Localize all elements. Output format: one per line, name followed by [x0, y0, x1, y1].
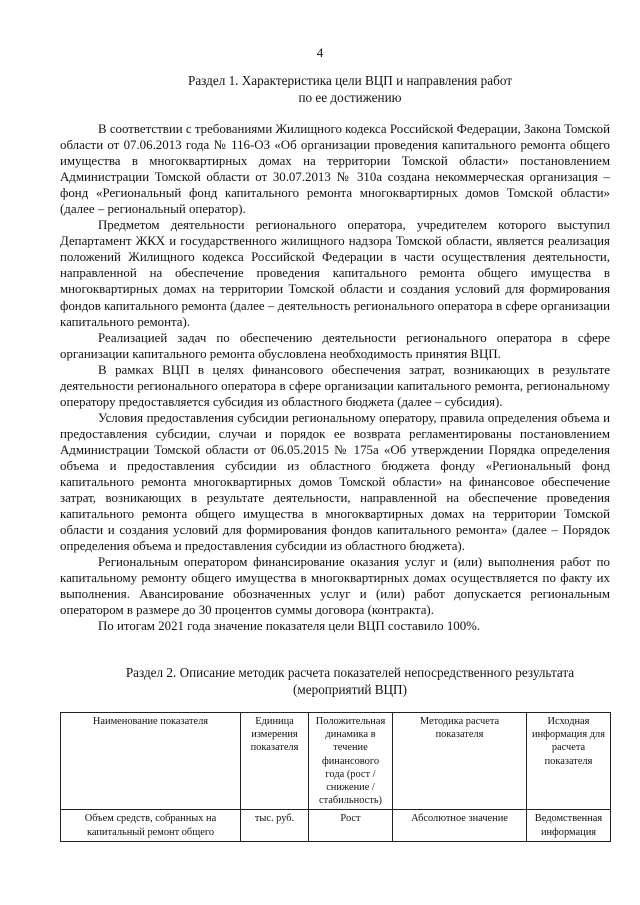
section-1-heading	[60, 72, 640, 106]
paragraph: По итогам 2021 года значение показателя цели ВЦП составило 100%.	[98, 619, 481, 634]
cell-method: Абсолютное значение	[393, 810, 527, 841]
cell-indicator-name: Объем средств, собранных на капитальный ремонт общего	[61, 810, 241, 841]
section-2-heading	[60, 664, 640, 698]
paragraph: Региональным оператором финансирование оказания услуг и (или) выполнения работ по капитальному ремонту общего имущества в многоквартирных домах осуществляется по факту их выполнения. Авансирование обозначенных услуг и (или) работ допускается региональным оператором в размере до 30 процентов суммы договора (контракта).	[60, 555, 610, 618]
paragraph: В соответствии с требованиями Жилищного кодекса Российской Федерации, Закона Томской области от 07.06.2013 года № 116-ОЗ «Об организации проведения капитального ремонта общего имущества в многоквартирных домах на территории Томской области» постановлением Администрации Томской области от 30.07.2013 № 310а создана некоммерческая организация – фонд «Региональный фонд капитального ремонта многоквартирных домов Томской области» (далее – региональный оператор).	[60, 122, 610, 217]
cell-dynamics: Рост	[309, 810, 393, 841]
indicators-table	[60, 712, 611, 842]
section-2-title-line-2: (мероприятий ВЦП)	[293, 682, 407, 697]
header-unit: Единица измерения показателя	[241, 713, 309, 810]
table-header-row	[61, 713, 611, 810]
paragraph: Условия предоставления субсидии региональному оператору, правила определения объема и предоставления субсидии, случаи и порядок ее возврата регламентированы постановлением Администрации Томской области от 06.05.2015 № 175а «Об утверждении Порядка определения объема и предоставления субсидии из областного бюджета фонду «Региональный фонд капитального ремонта многоквартирных домов Томской области» на финансовое обеспечение затрат, возникающих в результате деятельности, направленной на обеспечение проведения капитального ремонта общего имущества в многоквартирных домах на территории Томской области и создания условий для формирования фондов капитального ремонта» (далее – Порядок определения объема и предоставления субсидии из областного бюджета).	[60, 410, 610, 554]
section-1-title-line-2: по ее достижению	[298, 90, 402, 105]
cell-unit: тыс. руб.	[241, 810, 309, 841]
page-number: 4	[316, 45, 324, 60]
section-2-title-line-1: Раздел 2. Описание методик расчета показателей непосредственного результата	[125, 665, 575, 680]
section-1-body	[60, 121, 610, 635]
header-source-information: Исходная информация для расчета показателя	[527, 713, 611, 810]
header-calculation-method: Методика расчета показателя	[393, 713, 527, 810]
paragraph: Реализацией задач по обеспечению деятельности регионального оператора в сфере организации капитального ремонта обусловлена необходимость принятия ВЦП.	[60, 330, 610, 361]
paragraph: В рамках ВЦП в целях финансового обеспечения затрат, возникающих в результате деятельности регионального оператора в сфере организации капитального ремонта, региональному оператору предоставляется субсидия из областного бюджета (далее – субсидия).	[60, 362, 610, 409]
section-1-title-line-1: Раздел 1. Характеристика цели ВЦП и направления работ	[187, 73, 513, 88]
paragraph: Предметом деятельности регионального оператора, учредителем которого выступил Департамент ЖКХ и государственного жилищного надзора Томской области, является реализация положений Жилищного кодекса Российской Федерации в части осуществления деятельности, направленной на обеспечение проведения капитального ремонта общего имущества в многоквартирных домах на территории Томской области и создания условий для формирования фондов капитального ремонта (далее – деятельность регионального оператора в сфере организации капитального ремонта).	[60, 218, 610, 329]
header-indicator-name: Наименование показателя	[61, 713, 241, 810]
table-row	[61, 810, 611, 841]
cell-source: Ведомственная информация	[527, 810, 611, 841]
header-positive-dynamics: Положительная динамика в течение финансового года (рост / снижение / стабильность)	[309, 713, 393, 810]
